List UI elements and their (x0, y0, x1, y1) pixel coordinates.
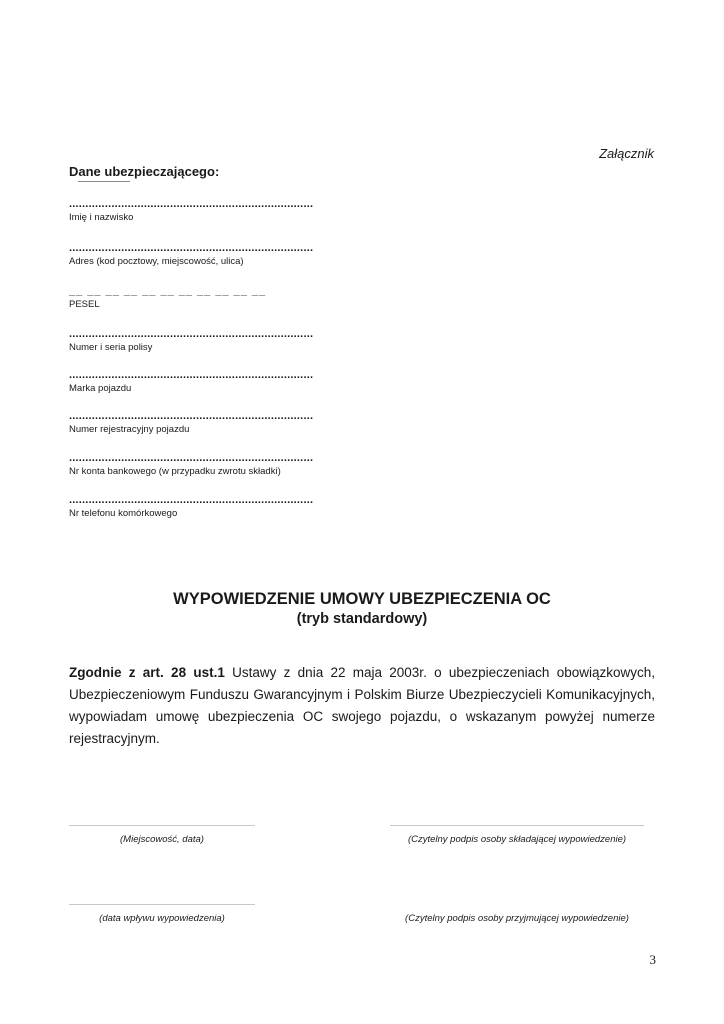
submitter-signature-label: (Czytelny podpis osoby składającej wypowiedzenie) (407, 834, 627, 845)
termination-statement (69, 662, 655, 750)
field-label: Adres (kod pocztowy, miejscowość, ulica) (69, 256, 244, 267)
field-vehicle-make[interactable] (69, 369, 329, 395)
fill-line: ........................................................................... (69, 452, 314, 464)
place-date-signature-line[interactable] (69, 825, 255, 826)
receipt-date-label: (data wpływu wypowiedzenia) (99, 913, 225, 924)
fill-line: ........................................................................... (69, 369, 314, 381)
field-pesel[interactable] (69, 285, 329, 311)
fill-line: ........................................................................... (69, 494, 314, 506)
field-bank-account[interactable] (69, 452, 329, 478)
submitter-signature-line[interactable] (390, 825, 644, 826)
pesel-digit-slots: __ __ __ __ __ __ __ __ __ __ __ (69, 285, 267, 297)
field-mobile-phone[interactable] (69, 494, 329, 520)
legal-basis: Zgodnie z art. 28 ust.1 (69, 665, 225, 680)
field-policy-number[interactable] (69, 328, 329, 354)
fill-line: ........................................................................... (69, 410, 314, 422)
receipt-date-signature-line[interactable] (69, 904, 255, 905)
field-label: PESEL (69, 299, 100, 310)
field-label: Nr konta bankowego (w przypadku zwrotu składki) (69, 466, 281, 477)
fill-line: ........................................................................... (69, 242, 314, 254)
document-title: WYPOWIEDZENIE UMOWY UBEZPIECZENIA OC (173, 590, 551, 608)
document-subtitle: (tryb standardowy) (296, 611, 428, 627)
field-label: Imię i nazwisko (69, 212, 134, 223)
field-label: Marka pojazdu (69, 383, 132, 394)
statement-text: Ustawy z dnia 22 maja 2003r. o ubezpieczeniach obowiązkowych, Ubezpieczeniowym Funduszu Gwarancyjnym i Polskim Biurze Ubezpieczycieli Komunikacyjnych, wypowiadam umowę ubezpieczenia OC swojego pojazdu, o wskazanym powyżej numerze rejestracyjnym. (69, 665, 655, 746)
receiver-signature-label: (Czytelny podpis osoby przyjmującej wypowiedzenie) (405, 913, 629, 924)
field-label: Nr telefonu komórkowego (69, 508, 178, 519)
field-full-name[interactable] (69, 198, 329, 224)
place-date-label: (Miejscowość, data) (120, 834, 204, 845)
field-label: Numer i seria polisy (69, 342, 153, 353)
section-title-policyholder-data: Dane ubezpieczającego: (69, 164, 220, 179)
page-number: 3 (649, 952, 656, 967)
section-title-underline (78, 181, 130, 182)
attachment-label: Załącznik (599, 146, 654, 161)
fill-line: ........................................................................... (69, 328, 314, 340)
field-label: Numer rejestracyjny pojazdu (69, 424, 190, 435)
field-address[interactable] (69, 242, 329, 268)
field-registration-number[interactable] (69, 410, 329, 436)
fill-line: ........................................................................... (69, 198, 314, 210)
